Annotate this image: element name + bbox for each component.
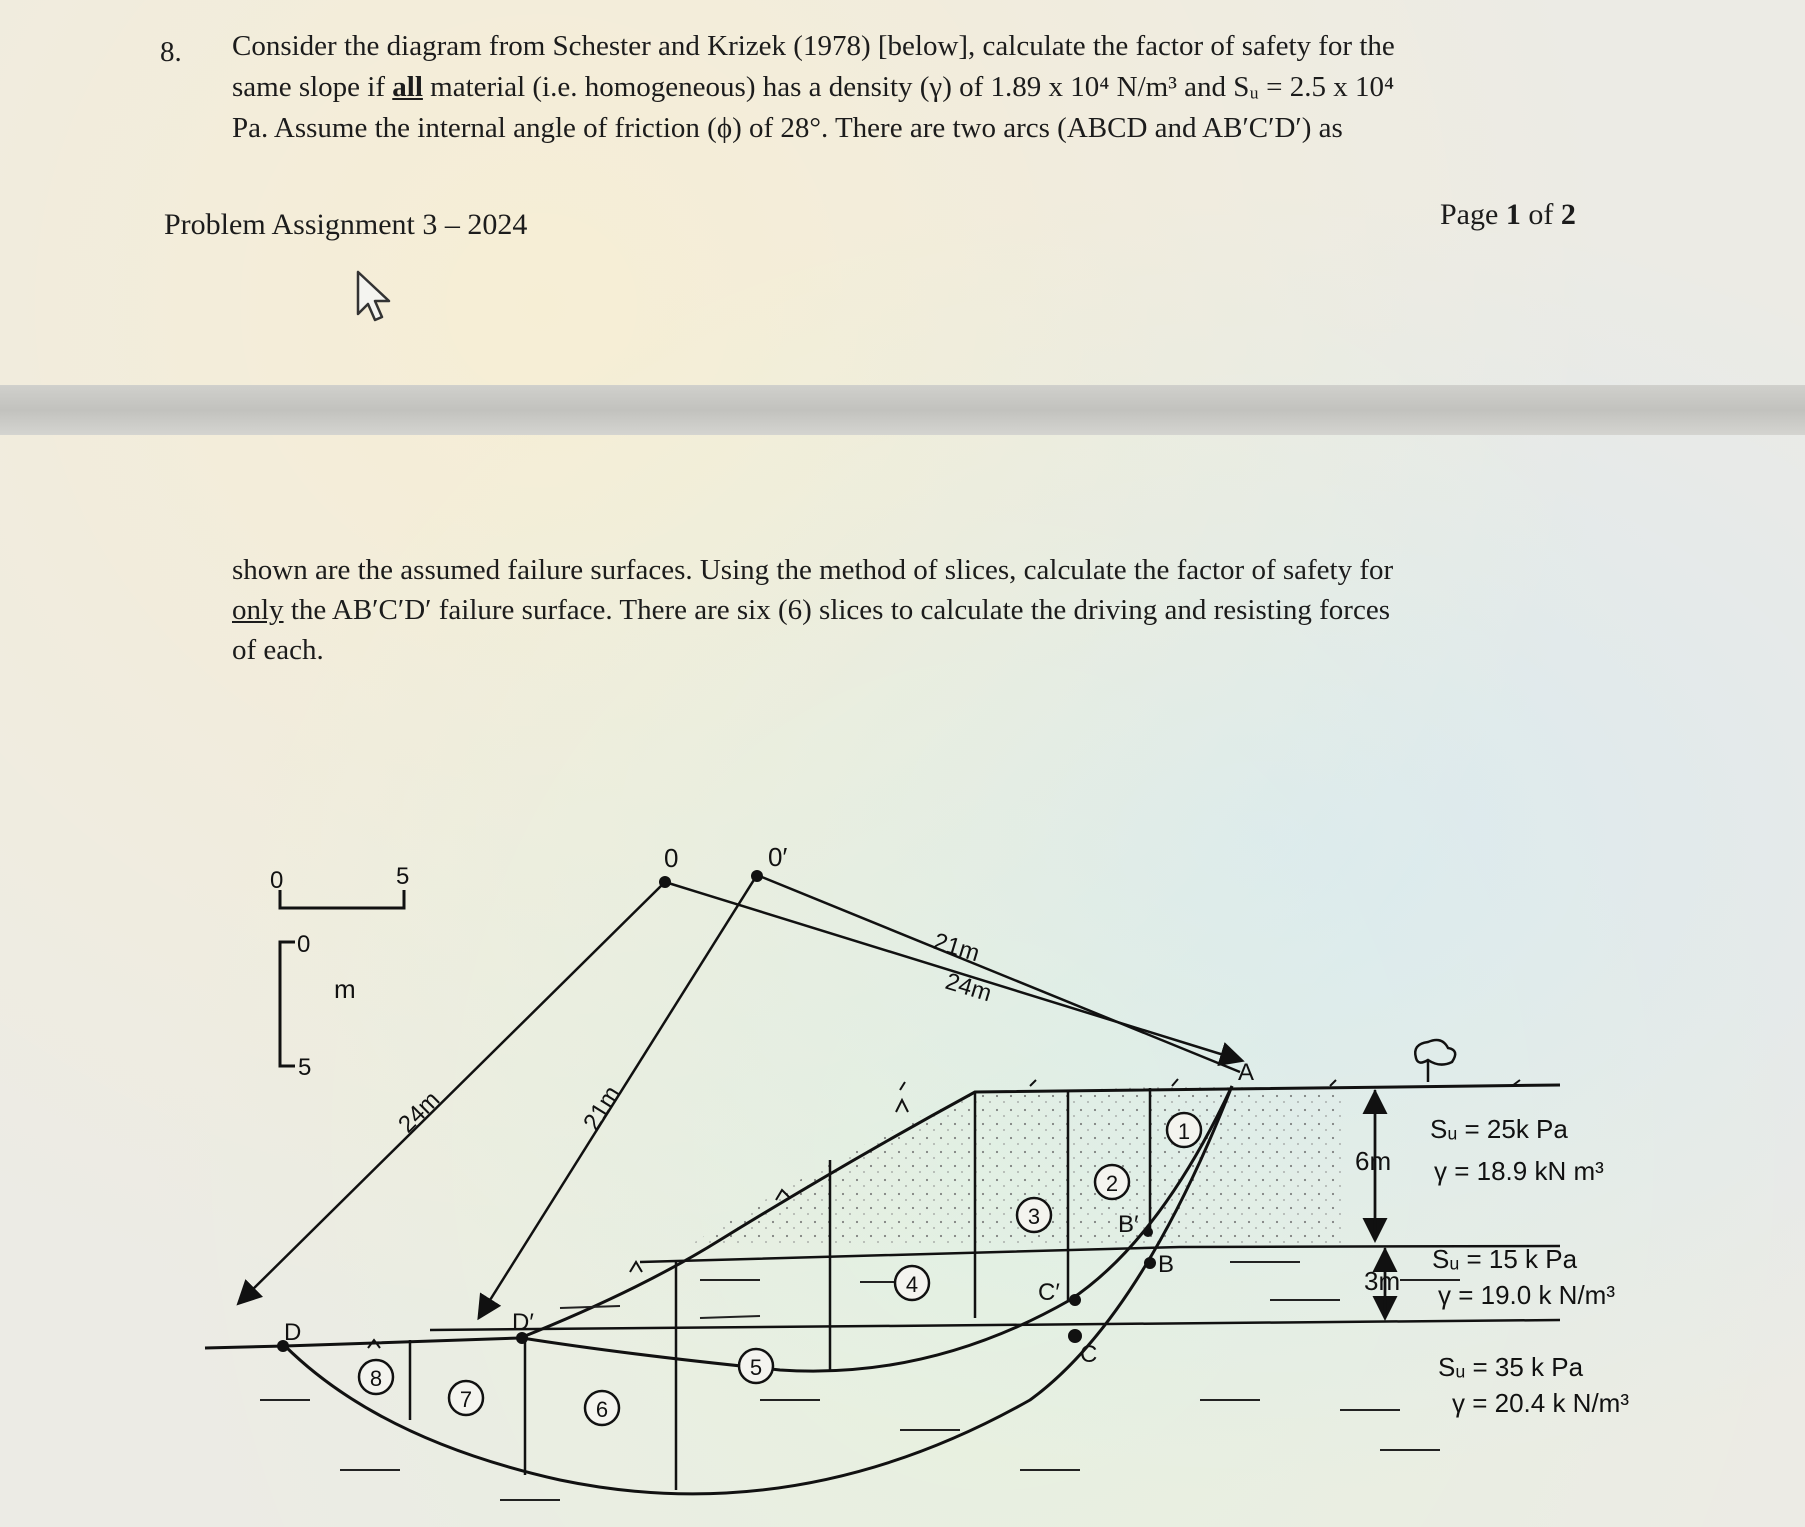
question-line-2: same slope if all material (i.e. homogeneous) has a density (γ) of 1.89 x 10⁴ N/m³ and Sᵤ = 2.5 x 10⁴ xyxy=(232,71,1395,103)
layer2-su: Sᵤ = 15 k Pa xyxy=(1432,1244,1578,1274)
continuation-line-2: only the AB′C′D′ failure surface. There are six (6) slices to calculate the driving and resisting forces xyxy=(232,594,1390,626)
question-line-1: Consider the diagram from Schester and Krizek (1978) [below], calculate the factor of safety for the xyxy=(232,30,1395,62)
point-d-prime-label: D′ xyxy=(512,1309,534,1336)
page-indicator: Page 1 of 2 xyxy=(1440,198,1576,231)
point-a-label: A xyxy=(1238,1059,1255,1086)
scale-h-zero: 0 xyxy=(270,867,284,894)
point-b-dot xyxy=(1144,1257,1156,1269)
point-c-prime-label: C′ xyxy=(1038,1279,1060,1306)
radius-24-left-label: 24m xyxy=(393,1086,446,1139)
center-o-point xyxy=(659,876,671,888)
scale-v-five: 5 xyxy=(298,1054,312,1081)
layer3-gamma: γ = 20.4 k N/m³ xyxy=(1452,1388,1629,1418)
layer-hatching xyxy=(260,1262,1460,1500)
scale-unit: m xyxy=(334,974,356,1004)
horizontal-scale-bar xyxy=(280,890,404,908)
question-line-3: Pa. Assume the internal angle of friction (ϕ) of 28°. There are two arcs (ABCD and AB′C′D′) as xyxy=(232,112,1343,144)
continuation-line-3: of each. xyxy=(232,634,324,666)
slice-1-label: 1 xyxy=(1177,1119,1191,1144)
assignment-title: Problem Assignment 3 – 2024 xyxy=(164,208,528,241)
slice-4-label: 4 xyxy=(905,1272,919,1297)
tree-icon xyxy=(1415,1040,1455,1082)
point-c-prime-dot xyxy=(1069,1294,1081,1306)
upper-layer-fill xyxy=(690,1085,1345,1248)
slice-6-label: 6 xyxy=(595,1397,609,1422)
layer2-gamma: γ = 19.0 k N/m³ xyxy=(1438,1280,1615,1310)
layer2-thickness: 3m xyxy=(1364,1266,1401,1296)
point-c-label: C xyxy=(1080,1341,1098,1368)
scale-v-zero: 0 xyxy=(297,931,311,958)
vertical-scale-bar xyxy=(280,942,295,1066)
layer1-su: Sᵤ = 25k Pa xyxy=(1430,1114,1568,1144)
center-o-label: 0 xyxy=(664,843,679,873)
radius-24-top-label: 24m xyxy=(942,967,995,1008)
layer1-gamma: γ = 18.9 kN m³ xyxy=(1434,1156,1604,1186)
center-o-prime-point xyxy=(751,870,763,882)
continuation-line-1: shown are the assumed failure surfaces. Using the method of slices, calculate the factor of safety for xyxy=(232,554,1394,586)
question-number: 8. xyxy=(160,36,182,68)
point-d-label: D xyxy=(284,1319,302,1346)
scale-h-five: 5 xyxy=(396,863,410,890)
slice-5-label: 5 xyxy=(749,1355,763,1380)
center-o-prime-label: 0′ xyxy=(768,842,788,872)
slice-8-label: 8 xyxy=(369,1366,383,1391)
slice-3-label: 3 xyxy=(1027,1204,1041,1229)
point-b-label: B xyxy=(1158,1251,1175,1278)
slice-2-label: 2 xyxy=(1105,1171,1119,1196)
emphasis-only: only xyxy=(232,594,284,626)
slice-7-label: 7 xyxy=(459,1387,473,1412)
radius-21-left-label: 21m xyxy=(578,1081,626,1136)
layer1-thickness: 6m xyxy=(1355,1146,1392,1176)
point-b-prime-dot xyxy=(1143,1227,1153,1237)
radius-21-top-label: 21m xyxy=(930,927,983,968)
layer3-su: Sᵤ = 35 k Pa xyxy=(1438,1352,1584,1382)
emphasis-all: all xyxy=(392,71,423,103)
point-b-prime-label: B′ xyxy=(1118,1211,1139,1238)
